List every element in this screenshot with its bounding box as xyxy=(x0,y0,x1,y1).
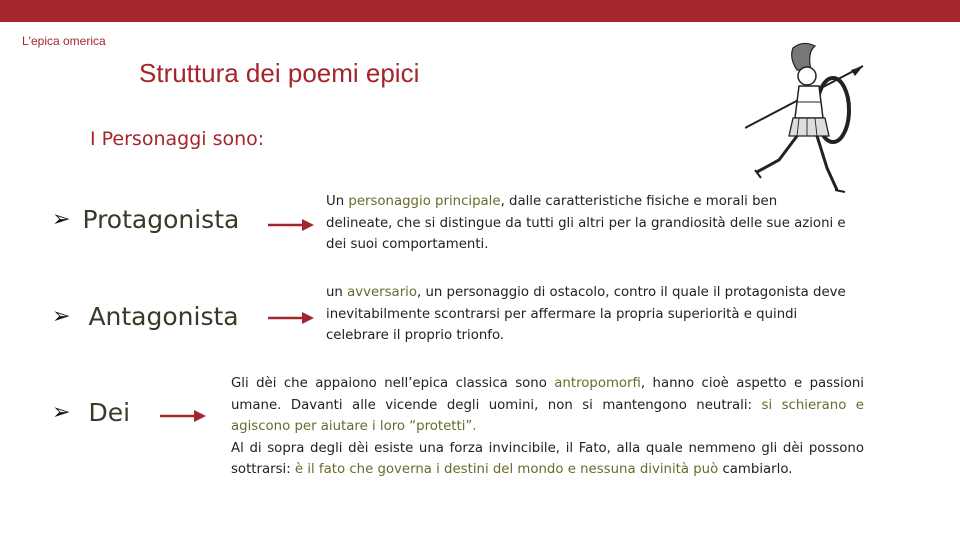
arrow-bullet-icon: ➢ xyxy=(52,304,71,329)
desc-text: , un personaggio di ostacolo, contro il quale il protagonista deve inevitabilmente scontrarsi per affermare la propria superiorità e quindi celebrare il proprio trionfo. xyxy=(326,285,846,343)
section-label: L'epica omerica xyxy=(22,34,106,48)
desc-text: Un xyxy=(326,194,349,209)
list-item xyxy=(52,205,239,234)
term-dei: Dei xyxy=(88,398,131,427)
desc-highlight: è il fato che governa i destini del mondo e nessuna divinità può xyxy=(294,462,719,477)
arrow-bullet-icon: ➢ xyxy=(52,207,71,232)
desc-highlight: antropomorfi xyxy=(554,376,641,391)
desc-text: , dalle caratteristiche fisiche e morali ben delineate, che si distingue da tutti gli altri per la grandiosità delle sue azioni e dei suoi comportamenti. xyxy=(326,194,846,252)
desc-text: Al di sopra degli dèi esiste una forza invincibile, il Fato, alla quale nemmeno gli dèi possono sottrarsi: xyxy=(231,440,864,477)
description-antagonista xyxy=(326,282,846,347)
slide-title: Struttura dei poemi epici xyxy=(139,58,420,88)
list-item xyxy=(52,302,239,331)
description-protagonista xyxy=(326,191,846,256)
description-dei xyxy=(231,373,864,481)
desc-highlight: avversario xyxy=(347,285,417,300)
desc-text: un xyxy=(326,285,348,300)
dei-paragraph-1 xyxy=(231,373,864,438)
list-item xyxy=(52,398,130,427)
arrow-right-icon xyxy=(268,311,314,325)
arrow-right-icon xyxy=(160,409,206,423)
desc-text: Gli dèi che appaiono nell’epica classica sono xyxy=(231,376,555,391)
top-bar xyxy=(0,0,960,22)
dei-paragraph-2 xyxy=(231,438,864,481)
desc-text: , hanno cioè aspetto e passioni umane. Davanti alle vicende degli uomini, non si mantengono neutrali: xyxy=(231,376,864,413)
term-protagonista: Protagonista xyxy=(82,205,240,234)
desc-text: cambiarlo. xyxy=(718,462,793,477)
desc-highlight: si schierano e agiscono per aiutare i loro “protetti”. xyxy=(231,397,864,434)
term-antagonista: Antagonista xyxy=(88,302,239,331)
arrow-bullet-icon: ➢ xyxy=(52,400,71,425)
arrow-right-icon xyxy=(268,218,314,232)
desc-highlight: personaggio principale xyxy=(348,194,501,209)
warrior-icon xyxy=(745,40,865,210)
slide-subtitle: I Personaggi sono: xyxy=(90,128,265,150)
